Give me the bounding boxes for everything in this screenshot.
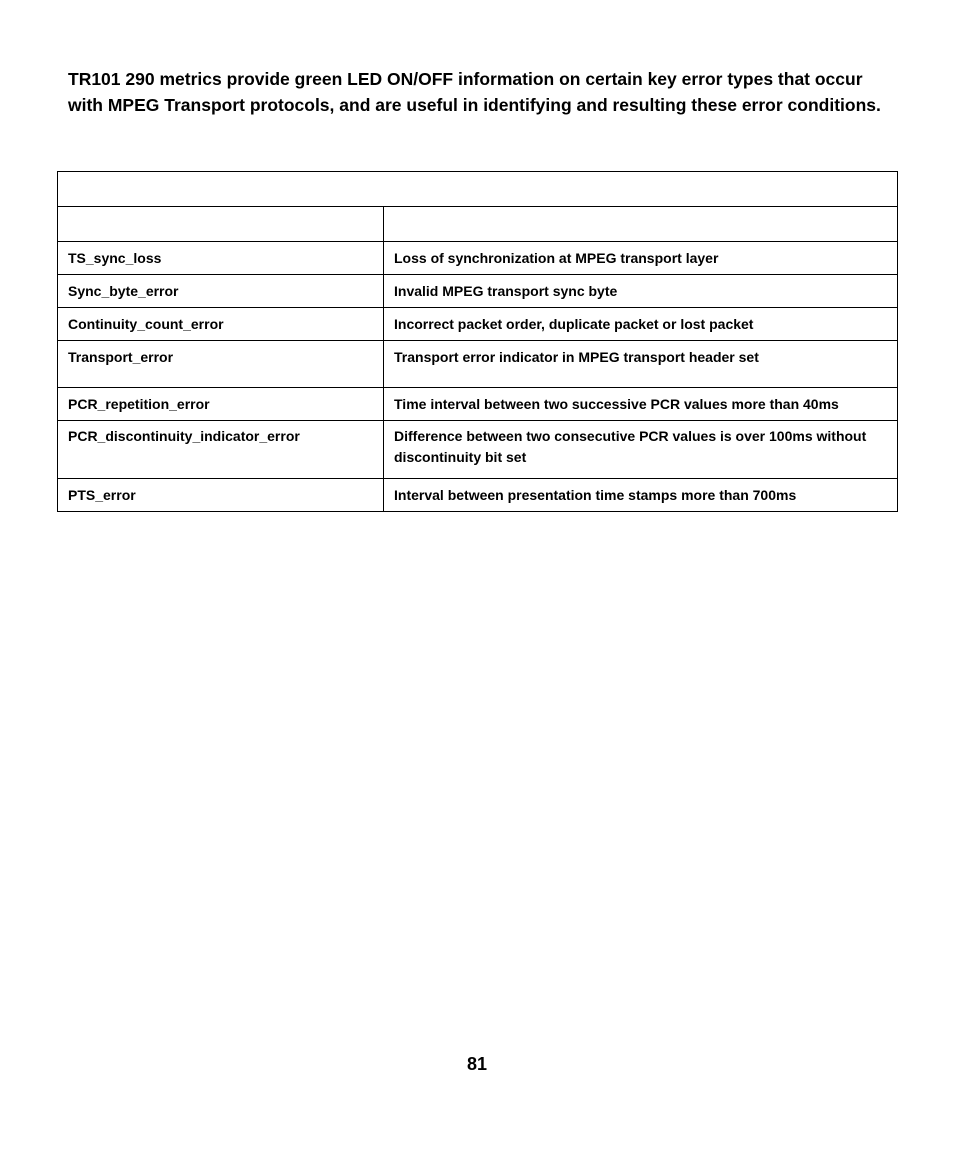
metric-description-cell: Difference between two consecutive PCR values is over 100ms without discontinuity bit set — [384, 421, 898, 479]
metric-description-cell: Incorrect packet order, duplicate packet or lost packet — [384, 308, 898, 341]
metric-name-cell: TS_sync_loss — [58, 242, 384, 275]
metric-description-cell: Transport error indicator in MPEG transport header set — [384, 341, 898, 388]
metric-name-cell: PTS_error — [58, 479, 384, 512]
metric-name-cell: Sync_byte_error — [58, 275, 384, 308]
table-row — [58, 479, 898, 512]
table-row — [58, 341, 898, 388]
table-row — [58, 421, 898, 479]
table-row — [58, 242, 898, 275]
table-row — [58, 308, 898, 341]
metric-description-cell: Interval between presentation time stamps more than 700ms — [384, 479, 898, 512]
metric-name-cell: PCR_repetition_error — [58, 388, 384, 421]
metric-description-cell: Time interval between two successive PCR values more than 40ms — [384, 388, 898, 421]
metric-name-cell: PCR_discontinuity_indicator_error — [58, 421, 384, 479]
intro-paragraph: TR101 290 metrics provide green LED ON/OFF information on certain key error types that occur with MPEG Transport protocols, and are useful in identifying and resulting these error conditions. — [68, 69, 881, 115]
page-number: 81 — [466, 1054, 488, 1074]
table-title-cell — [58, 172, 898, 207]
table-title-row — [58, 172, 898, 207]
metric-description-cell: Invalid MPEG transport sync byte — [384, 275, 898, 308]
table-row — [58, 275, 898, 308]
metric-name-cell: Continuity_count_error — [58, 308, 384, 341]
tr101-290-metrics-table — [57, 171, 898, 512]
metric-name-cell: Transport_error — [58, 341, 384, 388]
header-description-cell — [384, 207, 898, 242]
header-metric-cell — [58, 207, 384, 242]
table-header-row — [58, 207, 898, 242]
metric-description-cell: Loss of synchronization at MPEG transport layer — [384, 242, 898, 275]
table-row — [58, 388, 898, 421]
